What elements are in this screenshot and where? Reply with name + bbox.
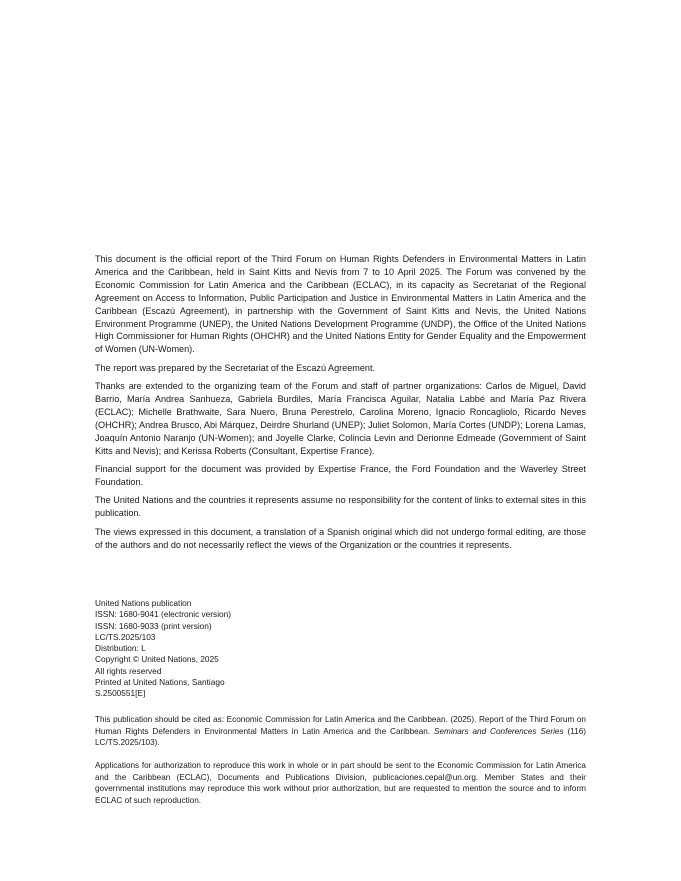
paragraph-views-disclaimer: The views expressed in this document, a translation of a Spanish original which did not undergo formal editing, are those of the authors and do not necessarily reflect the views of the Organization or the countries it represents. [95, 526, 586, 550]
publication-info [95, 598, 586, 700]
paragraph-acknowledgements: Thanks are extended to the organizing team of the Forum and staff of partner organizations: Carlos de Miguel, David Barrio, María Andrea Sanhueza, Gabriela Burdiles, María Francisca Aguilar, Natalia Labbé and María Paz Rivera (ECLAC); Michelle Brathwaite, Sara Nuero, Bruna Perestrelo, Carolina Moreno, Ignacio Roncagliolo, Ricardo Neves (OHCHR); Andrea Brusco, Abi Márquez, Deirdre Shurland (UNEP); Juliet Solomon, María Cortes (UNDP); Lorena Lamas, Joaquín Antonio Naranjo (UN-Women); and Joyelle Clarke, Colincia Levin and Derionne Edmeade (Government of Saint Kitts and Nevis); and Kerissa Roberts (Consultant, Expertise France). [95, 381, 586, 456]
issn-print: ISSN: 1680-9033 (print version) [95, 620, 212, 631]
paragraph-overview: This document is the official report of the Third Forum on Human Rights Defenders in Environmental Matters in Latin America and the Caribbean, held in Saint Kitts and Nevis from 7 to 10 April 2025. The Forum was convened by the Economic Commission for Latin America and the Caribbean (ECLAC), in its capacity as Secretariat of the Regional Agreement on Access to Information, Public Participation and Justice in Environmental Matters in Latin America and the Caribbean (Escazú Agreement), in partnership with the Government of Saint Kitts and Nevis, the United Nations Environment Programme (UNEP), the United Nations Development Programme (UNDP), the Office of the United Nations High Commissioner for Human Rights (OHCHR) and the United Nations Entity for Gender Equality and the Empowerment of Women (UN-Women). [95, 254, 586, 355]
citation-series: Seminars and Conferences Series [434, 726, 564, 736]
reproduction-note: Applications for authorization to reproduce this work in whole or in part should be sent to the Economic Commission for Latin America and the Caribbean (ECLAC), Documents and Publications Division, publicaciones.cepal@un.org. Member States and their governmental institutions may reproduce this work without prior authorization, but are requested to mention the source and to inform ECLAC of such reproduction. [95, 761, 586, 805]
printed-at: Printed at United Nations, Santiago [95, 677, 225, 688]
paragraph-financial-support: Financial support for the document was provided by Expertise France, the Ford Foundation and the Waverley Street Foundation. [95, 464, 586, 487]
distribution: Distribution: L [95, 643, 146, 654]
issn-electronic: ISSN: 1680-9041 (electronic version) [95, 609, 232, 620]
paragraph-links-disclaimer: The United Nations and the countries it represents assume no responsibility for the content of links to external sites in this publication. [95, 495, 586, 519]
paragraph-prepared-by: The report was prepared by the Secretariat of the Escazú Agreement. [95, 362, 376, 373]
citation-note [95, 714, 586, 749]
rights-reserved: All rights reserved [95, 665, 162, 676]
sales-number: S.2500551[E] [95, 688, 146, 699]
citation-text: This publication should be cited as: Economic Commission for Latin America and the Caribbean. (2025). Report of the Third Forum on Human Rights Defenders in Environmental Matters in Latin America and the Caribbean. [95, 715, 586, 736]
document-symbol: LC/TS.2025/103 [95, 631, 156, 642]
publication-type: United Nations publication [95, 598, 192, 608]
report-description [95, 253, 586, 557]
citation-series-number: (116) LC/TS.2025/103). [95, 726, 586, 748]
copyright: Copyright © United Nations, 2025 [95, 654, 219, 665]
